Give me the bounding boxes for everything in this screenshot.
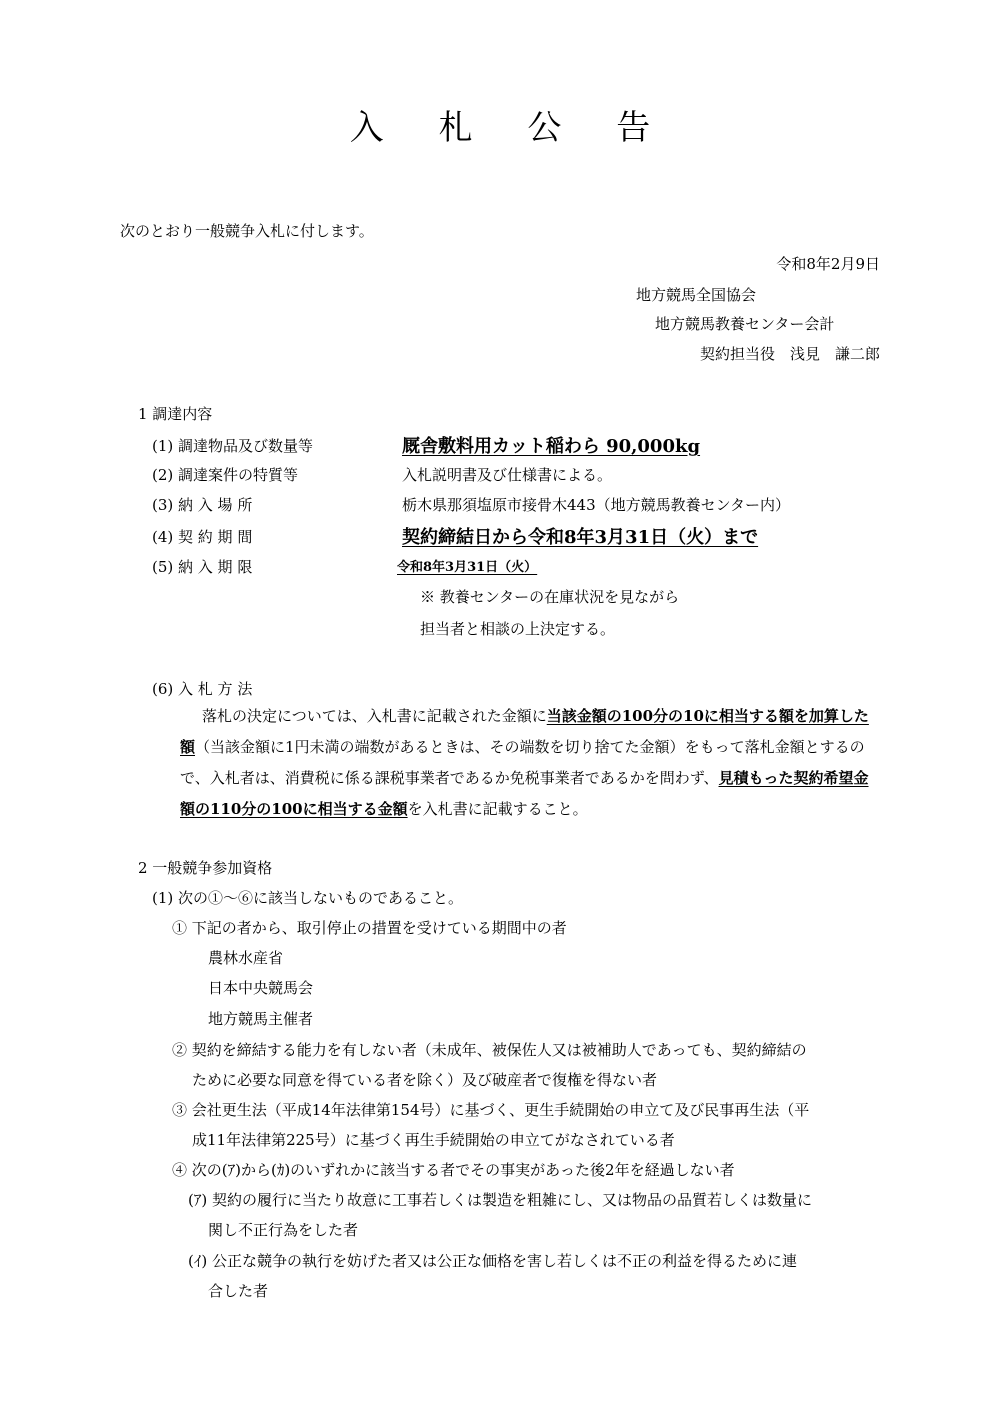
item4-label: (4) 契 約 期 間 (152, 528, 253, 546)
page-title: 入 札 公 告 (349, 108, 673, 148)
qual-c2b: ために必要な同意を得ている者を除く）及び破産者で復権を得ない者 (192, 1071, 658, 1089)
item5-value: 令和8年3月31日（火） (397, 560, 538, 575)
item1-label: (1) 調達物品及び数量等 (152, 437, 314, 455)
qual-c4: ④ 次の(ｱ)から(ｶ)のいずれかに該当する者でその事実があった後2年を経過しない者 (172, 1161, 735, 1179)
bid-method-underline-1: 当該金額の100分の10に相当する額を加算した額 (180, 707, 869, 756)
delivery-note-1: ※ 教養センターの在庫状況を見ながら (420, 588, 680, 606)
bid-method-text-3: を入札書に記載すること。 (407, 800, 588, 818)
bid-method-text-2: （当該金額に1円未満の端数があるときは、その端数を切り捨てた金額）をもって落札金額とするので、入札者は、消費税に係る課税事業者であるか免税事業者であるかを問わず、 (180, 738, 865, 787)
item3-value: 栃木県那須塩原市接骨木443（地方競馬教養センター内） (402, 496, 791, 514)
section1-heading: 1 調達内容 (138, 405, 213, 423)
bid-method-label: (6) 入 札 方 法 (152, 680, 253, 698)
issuer-dept: 地方競馬教養センター会計 (655, 315, 835, 333)
bid-method-text-1: 落札の決定については、入札書に記載された金額に (202, 707, 547, 725)
qual-c2a: ② 契約を締結する能力を有しない者（未成年、被保佐人又は被補助人であっても、契約締結の (172, 1041, 807, 1059)
item4-value: 契約締結日から令和8年3月31日（火）まで (402, 527, 759, 548)
qual-c1: ① 下記の者から、取引停止の措置を受けている期間中の者 (172, 919, 567, 937)
item1-value: 厩舎敷料用カット稲わら 90,000kg (402, 436, 701, 457)
item5-label: (5) 納 入 期 限 (152, 558, 253, 576)
qual-c1b: 日本中央競馬会 (208, 979, 314, 997)
qual-a1a: (ｱ) 契約の履行に当たり故意に工事若しくは製造を粗雑にし、又は物品の品質若しくは数量に (188, 1191, 812, 1209)
issuer-org: 地方競馬全国協会 (636, 286, 757, 304)
item3-label: (3) 納 入 場 所 (152, 496, 253, 514)
qual-a2a: (ｲ) 公正な競争の執行を妨げた者又は公正な価格を害し若しくは不正の利益を得るために連 (188, 1252, 797, 1270)
intro-text: 次のとおり一般競争入札に付します。 (120, 222, 374, 240)
notice-date: 令和8年2月9日 (776, 255, 880, 273)
qual-a2b: 合した者 (208, 1282, 269, 1300)
qual-1: (1) 次の①～⑥に該当しないものであること。 (152, 889, 464, 907)
qual-c1a: 農林水産省 (208, 949, 284, 967)
qual-a1b: 関し不正行為をした者 (208, 1221, 359, 1239)
qual-c1c: 地方競馬主催者 (208, 1010, 314, 1028)
item2-value: 入札説明書及び仕様書による。 (402, 466, 613, 484)
bid-method-paragraph (180, 701, 880, 825)
section2-heading: 2 一般競争参加資格 (138, 859, 273, 877)
qual-c3a: ③ 会社更生法（平成14年法律第154号）に基づく、更生手続開始の申立て及び民事再生法（平 (172, 1101, 810, 1119)
item2-label: (2) 調達案件の特質等 (152, 466, 299, 484)
bid-method-underline-2: 見積もった契約希望金額の110分の100に相当する金額 (180, 769, 869, 818)
qual-c3b: 成11年法律第225号）に基づく再生手続開始の申立てがなされている者 (192, 1131, 675, 1149)
delivery-note-2: 担当者と相談の上決定する。 (420, 620, 616, 638)
issuer-officer: 契約担当役 浅見 謙二郎 (699, 345, 880, 363)
